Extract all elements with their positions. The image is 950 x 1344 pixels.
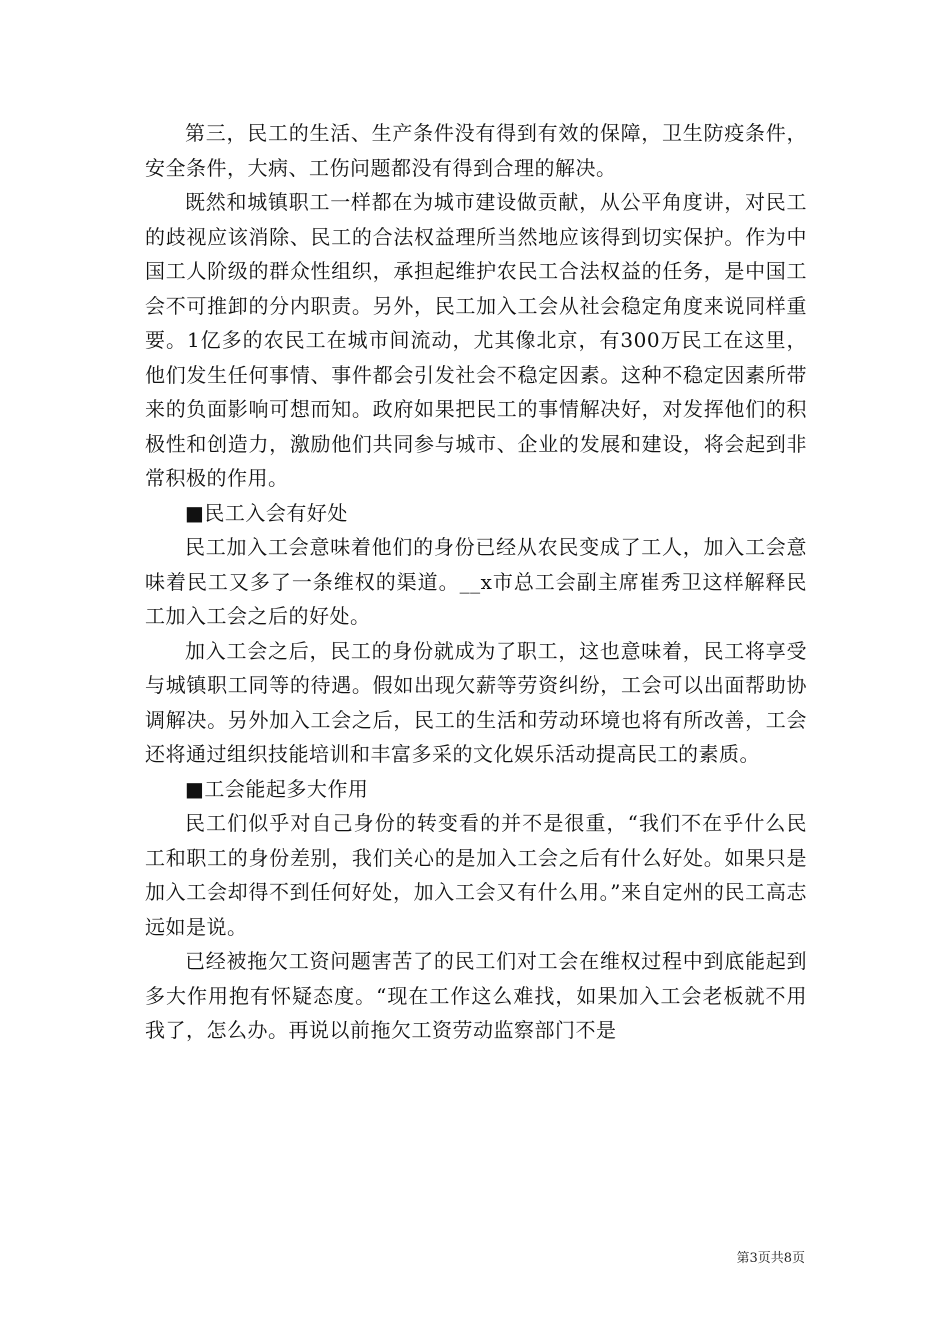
- page-number-footer: 第3页共8页: [736, 1251, 805, 1266]
- paragraph: 民工们似乎对自己身份的转变看的并不是很重，“我们不在乎什么民工和职工的身份差别，我们关心的是加入工会之后有什么好处。如果只是加入工会却得不到任何好处，加入工会又有什么用。”来自定州的民工高志远如是说。: [145, 811, 807, 939]
- section-heading: ■工会能起多大作用: [185, 776, 369, 801]
- paragraph: 民工加入工会意味着他们的身份已经从农民变成了工人，加入工会意味着民工又多了一条维权的渠道。__x市总工会副主席崔秀卫这样解释民工加入工会之后的好处。: [145, 535, 807, 628]
- document-body: [145, 116, 807, 1048]
- paragraph: 第三，民工的生活、生产条件没有得到有效的保障，卫生防疫条件，安全条件，大病、工伤问题都没有得到合理的解决。: [145, 121, 807, 180]
- paragraph: 既然和城镇职工一样都在为城市建设做贡献，从公平角度讲，对民工的歧视应该消除、民工的合法权益理所当然地应该得到切实保护。作为中国工人阶级的群众性组织，承担起维护农民工合法权益的任务，是中国工会不可推卸的分内职责。另外，民工加入工会从社会稳定角度来说同样重要。1亿多的农民工在城市间流动，尤其像北京，有300万民工在这里，他们发生任何事情、事件都会引发社会不稳定因素。这种不稳定因素所带来的负面影响可想而知。政府如果把民工的事情解决好，对发挥他们的积极性和创造力，激励他们共同参与城市、企业的发展和建设，将会起到非常积极的作用。: [145, 190, 807, 490]
- paragraph: 已经被拖欠工资问题害苦了的民工们对工会在维权过程中到底能起到多大作用抱有怀疑态度。“现在工作这么难找，如果加入工会老板就不用我了，怎么办。再说以前拖欠工资劳动监察部门不是: [145, 949, 807, 1042]
- paragraph: 加入工会之后，民工的身份就成为了职工，这也意味着，民工将享受与城镇职工同等的待遇。假如出现欠薪等劳资纠纷，工会可以出面帮助协调解决。另外加入工会之后，民工的生活和劳动环境也将有所改善，工会还将通过组织技能培训和丰富多采的文化娱乐活动提高民工的素质。: [145, 638, 807, 766]
- section-heading: ■民工入会有好处: [185, 500, 348, 525]
